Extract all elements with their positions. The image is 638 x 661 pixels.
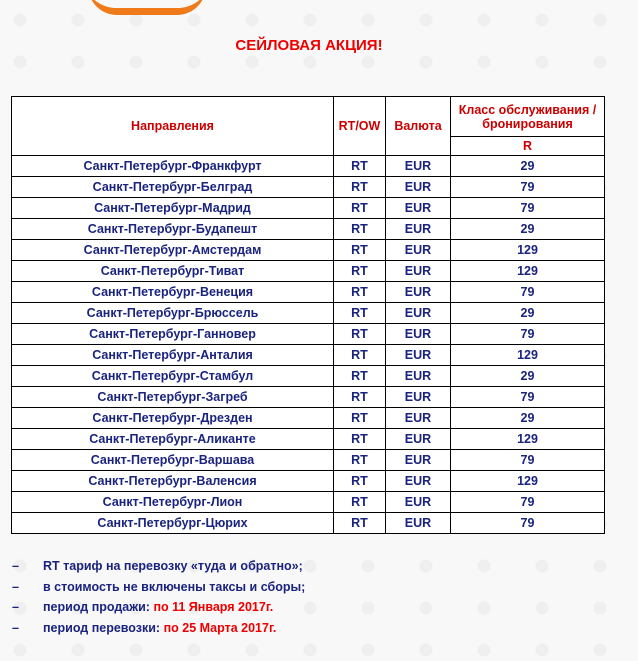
table-row — [12, 177, 605, 198]
route-cell: Санкт-Петербург-Ганновер — [12, 324, 334, 345]
table-row — [12, 450, 605, 471]
trip-type-cell: RT — [334, 282, 386, 303]
dash-bullet: – — [12, 600, 19, 614]
header-class: Класс обслуживания / бронирования — [451, 97, 605, 137]
fares-table — [11, 96, 605, 534]
table-row — [12, 219, 605, 240]
currency-cell: EUR — [386, 156, 451, 177]
sale-period-value: по 11 Января 2017г. — [153, 600, 274, 614]
price-cell: 129 — [451, 345, 605, 366]
price-cell: 29 — [451, 156, 605, 177]
table-row — [12, 261, 605, 282]
dash-bullet: – — [12, 579, 19, 594]
price-cell: 129 — [451, 240, 605, 261]
table-row — [12, 156, 605, 177]
price-cell: 79 — [451, 513, 605, 534]
table-row — [12, 240, 605, 261]
table-row — [12, 408, 605, 429]
header-currency: Валюта — [386, 97, 451, 156]
price-cell: 79 — [451, 177, 605, 198]
table-row — [12, 366, 605, 387]
currency-cell: EUR — [386, 240, 451, 261]
price-cell: 29 — [451, 219, 605, 240]
route-cell: Санкт-Петербург-Венеция — [12, 282, 334, 303]
table-row — [12, 282, 605, 303]
currency-cell: EUR — [386, 324, 451, 345]
travel-period-wrap — [43, 618, 276, 639]
currency-cell: EUR — [386, 366, 451, 387]
price-cell: 29 — [451, 303, 605, 324]
page-title: СЕЙЛОВАЯ АКЦИЯ! — [235, 37, 383, 54]
header-trip-type: RT/OW — [334, 97, 386, 156]
note-taxes-text: в стоимость не включены таксы и сборы; — [43, 579, 306, 594]
price-cell: 79 — [451, 198, 605, 219]
price-cell: 29 — [451, 366, 605, 387]
route-cell: Санкт-Петербург-Амстердам — [12, 240, 334, 261]
price-cell: 79 — [451, 450, 605, 471]
currency-cell: EUR — [386, 387, 451, 408]
price-cell: 29 — [451, 408, 605, 429]
trip-type-cell: RT — [334, 366, 386, 387]
trip-type-cell: RT — [334, 513, 386, 534]
price-cell: 129 — [451, 261, 605, 282]
route-cell: Санкт-Петербург-Цюрих — [12, 513, 334, 534]
trip-type-cell: RT — [334, 408, 386, 429]
trip-type-cell: RT — [334, 261, 386, 282]
table-row — [12, 345, 605, 366]
table-row — [12, 429, 605, 450]
dash-bullet: – — [12, 559, 19, 573]
route-cell: Санкт-Петербург-Белград — [12, 177, 334, 198]
route-cell: Санкт-Петербург-Аликанте — [12, 429, 334, 450]
trip-type-cell: RT — [334, 198, 386, 219]
table-row — [12, 303, 605, 324]
travel-period-value: по 25 Марта 2017г. — [163, 620, 277, 635]
trip-type-cell: RT — [334, 429, 386, 450]
travel-period-label: период перевозки: — [43, 620, 164, 635]
route-cell: Санкт-Петербург-Валенсия — [12, 471, 334, 492]
currency-cell: EUR — [386, 177, 451, 198]
trip-type-cell: RT — [334, 240, 386, 261]
price-cell: 129 — [451, 429, 605, 450]
trip-type-cell: RT — [334, 492, 386, 513]
trip-type-cell: RT — [334, 219, 386, 240]
currency-cell: EUR — [386, 198, 451, 219]
trip-type-cell: RT — [334, 345, 386, 366]
table-row — [12, 324, 605, 345]
route-cell: Санкт-Петербург-Мадрид — [12, 198, 334, 219]
header-direction: Направления — [12, 97, 334, 156]
currency-cell: EUR — [386, 429, 451, 450]
route-cell: Санкт-Петербург-Анталия — [12, 345, 334, 366]
table-row — [12, 471, 605, 492]
route-cell: Санкт-Петербург-Стамбул — [12, 366, 334, 387]
route-cell: Санкт-Петербург-Дрезден — [12, 408, 334, 429]
sale-period-label: период продажи: — [43, 600, 154, 614]
currency-cell: EUR — [386, 303, 451, 324]
route-cell: Санкт-Петербург-Брюссель — [12, 303, 334, 324]
table-row — [12, 513, 605, 534]
table-row — [12, 198, 605, 219]
price-cell: 79 — [451, 282, 605, 303]
currency-cell: EUR — [386, 408, 451, 429]
route-cell: Санкт-Петербург-Лион — [12, 492, 334, 513]
currency-cell: EUR — [386, 513, 451, 534]
price-cell: 79 — [451, 387, 605, 408]
table-row — [12, 387, 605, 408]
currency-cell: EUR — [386, 492, 451, 513]
currency-cell: EUR — [386, 261, 451, 282]
trip-type-cell: RT — [334, 177, 386, 198]
currency-cell: EUR — [386, 282, 451, 303]
currency-cell: EUR — [386, 450, 451, 471]
logo-arc — [88, 0, 206, 15]
currency-cell: EUR — [386, 471, 451, 492]
trip-type-cell: RT — [334, 303, 386, 324]
sale-period-wrap — [43, 597, 273, 618]
trip-type-cell: RT — [334, 156, 386, 177]
currency-cell: EUR — [386, 345, 451, 366]
route-cell: Санкт-Петербург-Варшава — [12, 450, 334, 471]
note-rt-text: RT тариф на перевозку «туда и обратно»; — [43, 559, 303, 573]
route-cell: Санкт-Петербург-Франкфурт — [12, 156, 334, 177]
trip-type-cell: RT — [334, 324, 386, 345]
trip-type-cell: RT — [334, 450, 386, 471]
route-cell: Санкт-Петербург-Загреб — [12, 387, 334, 408]
price-cell: 129 — [451, 471, 605, 492]
price-cell: 79 — [451, 324, 605, 345]
route-cell: Санкт-Петербург-Тиват — [12, 261, 334, 282]
trip-type-cell: RT — [334, 387, 386, 408]
dash-bullet: – — [12, 620, 19, 635]
header-class-code: R — [451, 137, 605, 156]
currency-cell: EUR — [386, 219, 451, 240]
table-row — [12, 492, 605, 513]
trip-type-cell: RT — [334, 471, 386, 492]
route-cell: Санкт-Петербург-Будапешт — [12, 219, 334, 240]
price-cell: 79 — [451, 492, 605, 513]
